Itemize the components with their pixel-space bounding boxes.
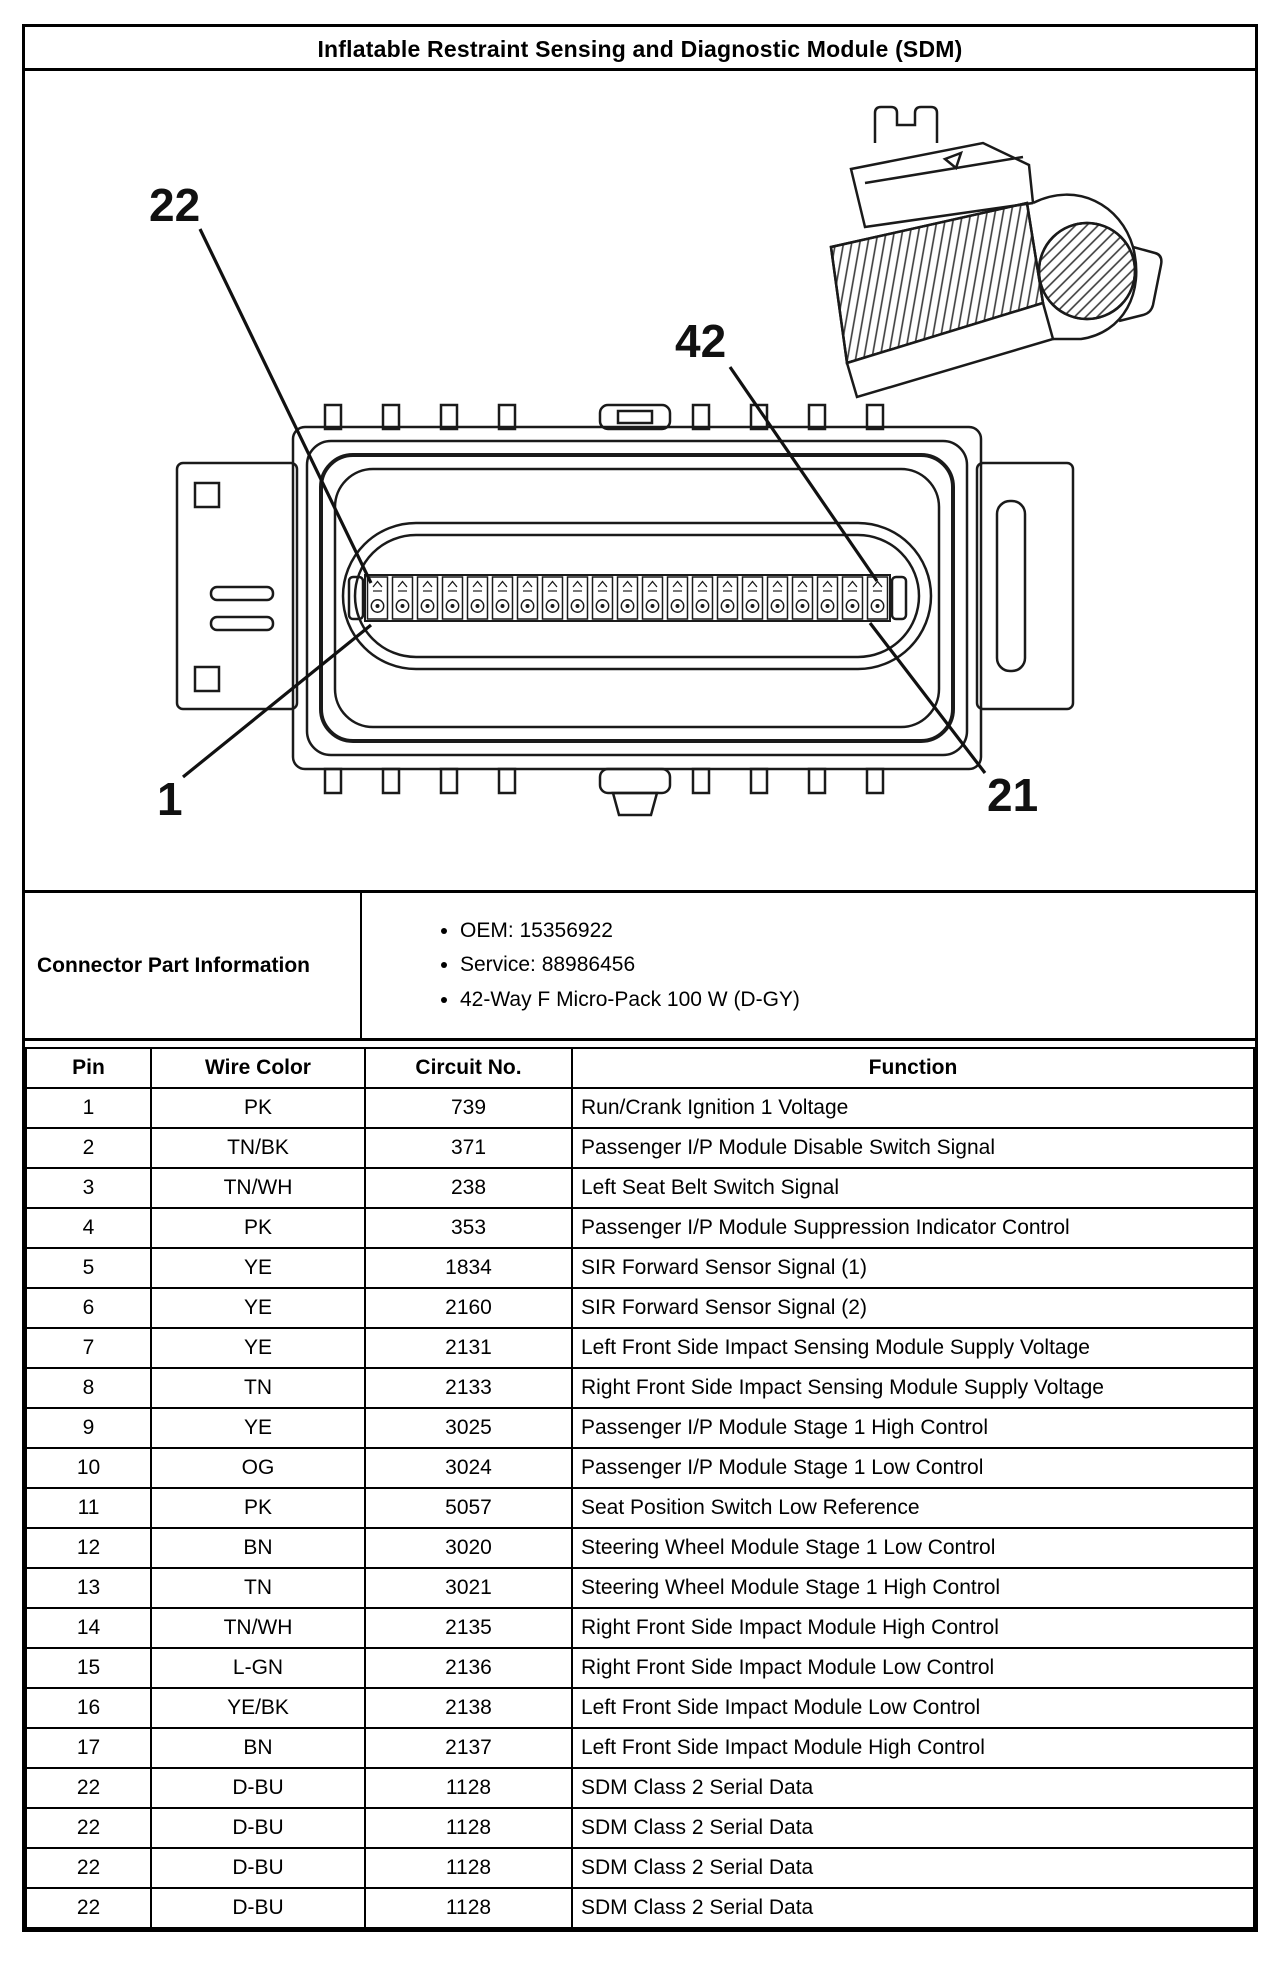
table-row bbox=[26, 1248, 1254, 1288]
wire-color-cell: BN bbox=[151, 1528, 365, 1568]
circuit-cell: 1128 bbox=[365, 1848, 572, 1888]
function-cell: Left Front Side Impact Module Low Control bbox=[572, 1688, 1254, 1728]
pin-cell: 3 bbox=[26, 1168, 151, 1208]
wire-color-cell: D-BU bbox=[151, 1768, 365, 1808]
function-cell: Passenger I/P Module Stage 1 High Control bbox=[572, 1408, 1254, 1448]
wire-color-cell: D-BU bbox=[151, 1808, 365, 1848]
wire-color-cell: YE bbox=[151, 1248, 365, 1288]
function-cell: SDM Class 2 Serial Data bbox=[572, 1808, 1254, 1848]
function-cell: Passenger I/P Module Disable Switch Signal bbox=[572, 1128, 1254, 1168]
function-cell: Left Front Side Impact Module High Control bbox=[572, 1728, 1254, 1768]
clip-latch bbox=[875, 107, 937, 143]
wire-color-cell: TN/BK bbox=[151, 1128, 365, 1168]
function-cell: Left Front Side Impact Sensing Module Supply Voltage bbox=[572, 1328, 1254, 1368]
circuit-cell: 2135 bbox=[365, 1608, 572, 1648]
document-frame bbox=[22, 24, 1258, 1932]
wire-color-cell: TN/WH bbox=[151, 1608, 365, 1648]
wire-color-cell: YE bbox=[151, 1408, 365, 1448]
pin-cell: 7 bbox=[26, 1328, 151, 1368]
left-bracket bbox=[177, 463, 297, 709]
wire-color-cell: BN bbox=[151, 1728, 365, 1768]
table-row bbox=[26, 1568, 1254, 1608]
circuit-cell: 1128 bbox=[365, 1808, 572, 1848]
wire-color-cell: TN bbox=[151, 1368, 365, 1408]
table-row bbox=[26, 1808, 1254, 1848]
pin-cell: 22 bbox=[26, 1768, 151, 1808]
part-info-oem: • OEM: 15356922 bbox=[460, 914, 1255, 949]
header-circuit-no: Circuit No. bbox=[365, 1048, 572, 1088]
wire-color-cell: YE bbox=[151, 1288, 365, 1328]
terminal-row bbox=[349, 575, 906, 621]
table-row bbox=[26, 1208, 1254, 1248]
header-pin: Pin bbox=[26, 1048, 151, 1088]
circuit-cell: 2136 bbox=[365, 1648, 572, 1688]
wire-color-cell: PK bbox=[151, 1208, 365, 1248]
pin-cell: 22 bbox=[26, 1888, 151, 1928]
circuit-cell: 1834 bbox=[365, 1248, 572, 1288]
table-row bbox=[26, 1448, 1254, 1488]
part-info-details bbox=[362, 893, 1255, 1038]
function-cell: Passenger I/P Module Stage 1 Low Control bbox=[572, 1448, 1254, 1488]
connector-3d-view bbox=[831, 107, 1161, 397]
pin-cell: 14 bbox=[26, 1608, 151, 1648]
function-cell: Right Front Side Impact Module High Control bbox=[572, 1608, 1254, 1648]
pin-cell: 22 bbox=[26, 1848, 151, 1888]
pin-cell: 6 bbox=[26, 1288, 151, 1328]
table-row bbox=[26, 1728, 1254, 1768]
function-cell: SIR Forward Sensor Signal (1) bbox=[572, 1248, 1254, 1288]
wire-color-cell: L-GN bbox=[151, 1648, 365, 1688]
circuit-cell: 1128 bbox=[365, 1768, 572, 1808]
circuit-cell: 5057 bbox=[365, 1488, 572, 1528]
part-info-list bbox=[434, 914, 1255, 1018]
circuit-cell: 2160 bbox=[365, 1288, 572, 1328]
function-cell: Run/Crank Ignition 1 Voltage bbox=[572, 1088, 1254, 1128]
pin-cell: 17 bbox=[26, 1728, 151, 1768]
table-row bbox=[26, 1128, 1254, 1168]
bottom-clips bbox=[325, 769, 883, 815]
part-info-connector-type: • 42-Way F Micro-Pack 100 W (D-GY) bbox=[460, 983, 1255, 1018]
function-cell: Seat Position Switch Low Reference bbox=[572, 1488, 1254, 1528]
part-info-service: • Service: 88986456 bbox=[460, 948, 1255, 983]
table-row bbox=[26, 1168, 1254, 1208]
wire-color-cell: TN bbox=[151, 1568, 365, 1608]
table-row bbox=[26, 1488, 1254, 1528]
circuit-cell: 3025 bbox=[365, 1408, 572, 1448]
pin-cell: 12 bbox=[26, 1528, 151, 1568]
function-cell: Right Front Side Impact Module Low Control bbox=[572, 1648, 1254, 1688]
part-info-heading: Connector Part Information bbox=[25, 893, 362, 1038]
function-cell: Steering Wheel Module Stage 1 High Control bbox=[572, 1568, 1254, 1608]
function-cell: Left Seat Belt Switch Signal bbox=[572, 1168, 1254, 1208]
table-row bbox=[26, 1528, 1254, 1568]
function-cell: Passenger I/P Module Suppression Indicator Control bbox=[572, 1208, 1254, 1248]
pin-cell: 1 bbox=[26, 1088, 151, 1128]
pinout-table-body bbox=[26, 1088, 1254, 1928]
header-function: Function bbox=[572, 1048, 1254, 1088]
function-cell: Right Front Side Impact Sensing Module Supply Voltage bbox=[572, 1368, 1254, 1408]
table-row bbox=[26, 1688, 1254, 1728]
pin-cell: 8 bbox=[26, 1368, 151, 1408]
wire-color-cell: YE bbox=[151, 1328, 365, 1368]
pin-22-label: 22 bbox=[149, 179, 201, 231]
wire-color-cell: D-BU bbox=[151, 1888, 365, 1928]
pinout-table bbox=[25, 1047, 1255, 1929]
pin-cell: 13 bbox=[26, 1568, 151, 1608]
function-cell: SDM Class 2 Serial Data bbox=[572, 1888, 1254, 1928]
leader-pin42 bbox=[730, 367, 877, 581]
wire-color-cell: OG bbox=[151, 1448, 365, 1488]
circuit-cell: 3021 bbox=[365, 1568, 572, 1608]
circuit-cell: 371 bbox=[365, 1128, 572, 1168]
connector-diagram bbox=[25, 71, 1255, 893]
table-row bbox=[26, 1088, 1254, 1128]
table-row bbox=[26, 1848, 1254, 1888]
function-cell: SDM Class 2 Serial Data bbox=[572, 1768, 1254, 1808]
pin-cell: 4 bbox=[26, 1208, 151, 1248]
pin-cell: 10 bbox=[26, 1448, 151, 1488]
function-cell: SDM Class 2 Serial Data bbox=[572, 1848, 1254, 1888]
table-row bbox=[26, 1888, 1254, 1928]
pin-cell: 11 bbox=[26, 1488, 151, 1528]
circuit-cell: 3024 bbox=[365, 1448, 572, 1488]
header-wire-color: Wire Color bbox=[151, 1048, 365, 1088]
pin-cell: 5 bbox=[26, 1248, 151, 1288]
table-header-row bbox=[26, 1048, 1254, 1088]
pin-1-label: 1 bbox=[157, 773, 183, 825]
circuit-cell: 739 bbox=[365, 1088, 572, 1128]
pin-21-label: 21 bbox=[987, 769, 1039, 821]
table-row bbox=[26, 1768, 1254, 1808]
function-cell: Steering Wheel Module Stage 1 Low Control bbox=[572, 1528, 1254, 1568]
top-clips bbox=[325, 405, 883, 429]
connector-front-view bbox=[177, 405, 1073, 815]
pin-cell: 22 bbox=[26, 1808, 151, 1848]
circuit-cell: 353 bbox=[365, 1208, 572, 1248]
wire-color-cell: PK bbox=[151, 1088, 365, 1128]
right-bracket bbox=[977, 463, 1073, 709]
circuit-cell: 2131 bbox=[365, 1328, 572, 1368]
pin-cell: 9 bbox=[26, 1408, 151, 1448]
wire-color-cell: YE/BK bbox=[151, 1688, 365, 1728]
pin-42-label: 42 bbox=[675, 315, 727, 367]
wire-color-cell: D-BU bbox=[151, 1848, 365, 1888]
circuit-cell: 238 bbox=[365, 1168, 572, 1208]
circuit-cell: 2138 bbox=[365, 1688, 572, 1728]
connector-part-info bbox=[25, 893, 1255, 1041]
table-row bbox=[26, 1328, 1254, 1368]
leader-pin22 bbox=[200, 229, 371, 583]
circuit-cell: 3020 bbox=[365, 1528, 572, 1568]
pin-cell: 16 bbox=[26, 1688, 151, 1728]
circuit-cell: 1128 bbox=[365, 1888, 572, 1928]
table-row bbox=[26, 1368, 1254, 1408]
connector-diagram-svg bbox=[25, 71, 1255, 893]
function-cell: SIR Forward Sensor Signal (2) bbox=[572, 1288, 1254, 1328]
circuit-cell: 2137 bbox=[365, 1728, 572, 1768]
table-row bbox=[26, 1408, 1254, 1448]
wire-color-cell: PK bbox=[151, 1488, 365, 1528]
page-title: Inflatable Restraint Sensing and Diagnostic Module (SDM) bbox=[25, 27, 1255, 71]
wire-color-cell: TN/WH bbox=[151, 1168, 365, 1208]
pin-cell: 2 bbox=[26, 1128, 151, 1168]
table-row bbox=[26, 1648, 1254, 1688]
table-row bbox=[26, 1608, 1254, 1648]
table-row bbox=[26, 1288, 1254, 1328]
circuit-cell: 2133 bbox=[365, 1368, 572, 1408]
pin-cell: 15 bbox=[26, 1648, 151, 1688]
